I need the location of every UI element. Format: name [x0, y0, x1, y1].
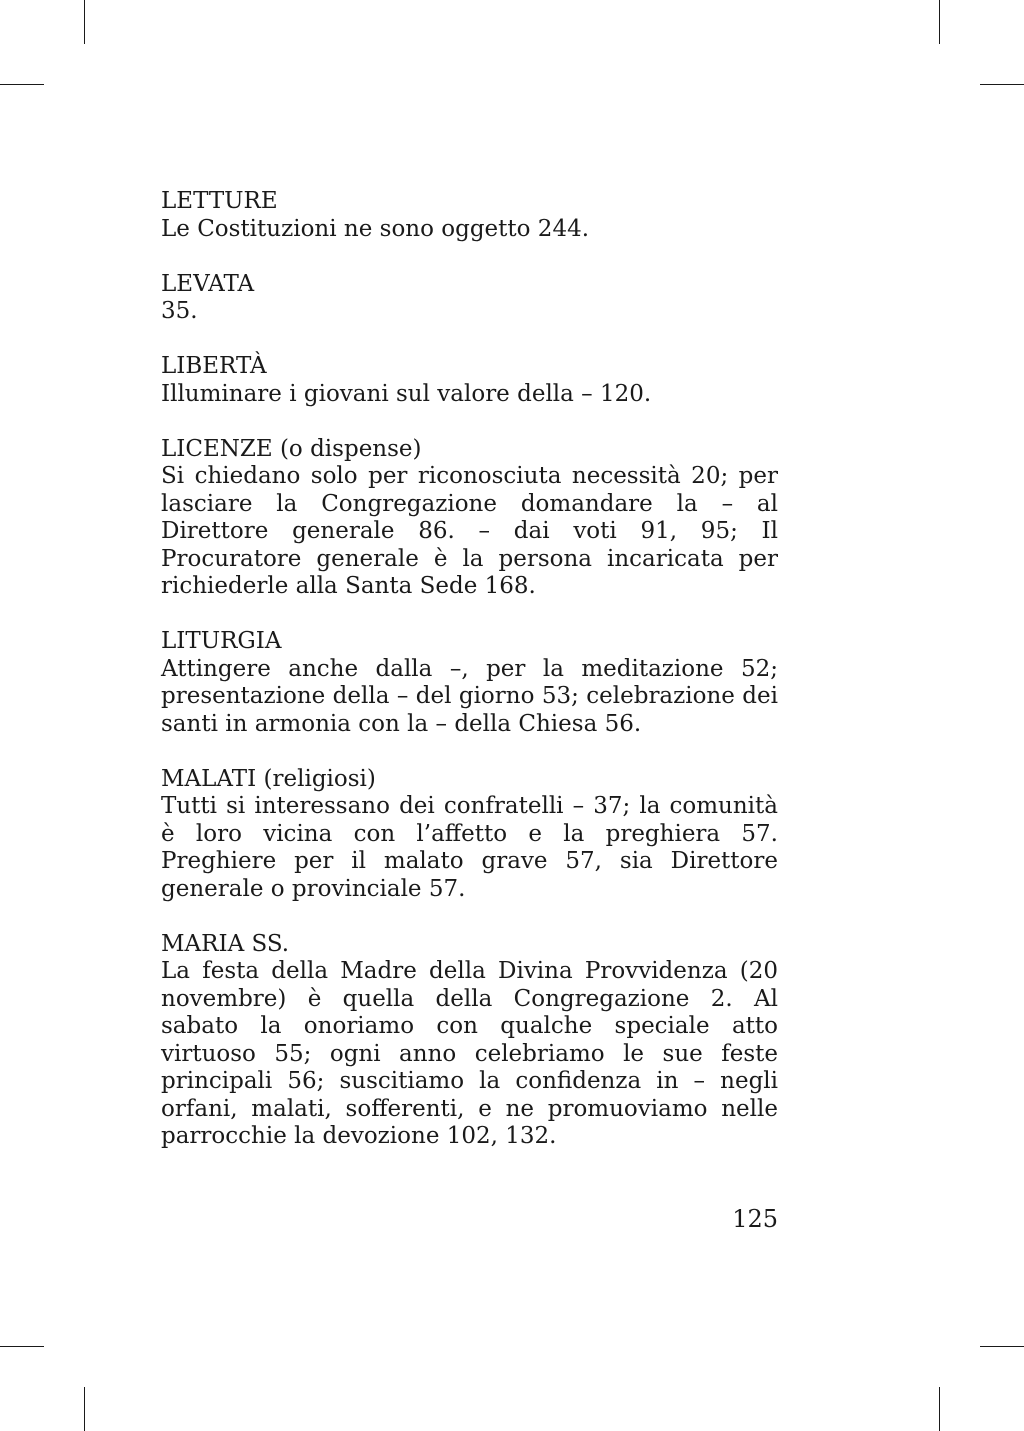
index-entry-liturgia: [161, 628, 778, 738]
entry-title: MARIA SS.: [161, 930, 290, 957]
entry-text: Le Costituzioni ne sono oggetto 244.: [161, 215, 590, 242]
page-number: 125: [732, 1205, 778, 1233]
entry-text: La festa della Madre della Divina Provvidenza (20 novembre) è quella della Congregazione 2. Al sabato la onoriamo con qualche speciale atto virtuoso 55; ogni anno celebriamo le sue feste principali 56; suscitiamo la confidenza in – negli orfani, malati, sofferenti, e ne promuoviamo nelle parrocchie la devozione 102, 132.: [161, 958, 778, 1149]
crop-mark-bottom-right-horizontal: [980, 1346, 1024, 1347]
entry-text: Si chiedano solo per riconosciuta necessità 20; per lasciare la Congregazione domandare la – al Direttore generale 86. – dai voti 91, 95; Il Procuratore generale è la persona incaricata per richiederle alla Santa Sede 168.: [161, 463, 778, 599]
index-entry-licenze: [161, 436, 778, 601]
index-entry-letture: [161, 188, 778, 243]
entry-title: LIBERTÀ: [161, 353, 267, 379]
crop-mark-top-right-vertical: [939, 0, 940, 44]
crop-mark-bottom-left-horizontal: [0, 1346, 44, 1347]
crop-mark-top-right-horizontal: [980, 84, 1024, 85]
index-entry-malati: [161, 766, 778, 904]
index-entry-levata: [161, 271, 778, 326]
entry-text: Illuminare i giovani sul valore della – 120.: [161, 380, 652, 407]
entry-title: MALATI (religiosi): [161, 765, 376, 792]
crop-mark-bottom-right-vertical: [939, 1387, 940, 1431]
index-entry-maria: [161, 931, 778, 1151]
entry-text: Tutti si interessano dei confratelli – 37; la comunità è loro vicina con l’affetto e la preghiera 57. Preghiere per il malato grave 57, sia Direttore generale o provinciale 57.: [161, 793, 778, 902]
entry-title: LITURGIA: [161, 628, 282, 654]
entry-title: LETTURE: [161, 188, 278, 214]
entry-text: Attingere anche dalla –, per la meditazione 52; presentazione della – del giorno 53; celebrazione dei santi in armonia con la – della Chiesa 56.: [161, 655, 778, 737]
crop-mark-top-left-horizontal: [0, 84, 44, 85]
index-entries: [161, 188, 778, 1178]
entry-title: LICENZE (o dispense): [161, 435, 422, 462]
index-entry-liberta: [161, 353, 778, 408]
entry-text: 35.: [161, 298, 198, 324]
entry-title: LEVATA: [161, 270, 255, 297]
crop-mark-top-left-vertical: [84, 0, 85, 44]
crop-mark-bottom-left-vertical: [84, 1387, 85, 1431]
